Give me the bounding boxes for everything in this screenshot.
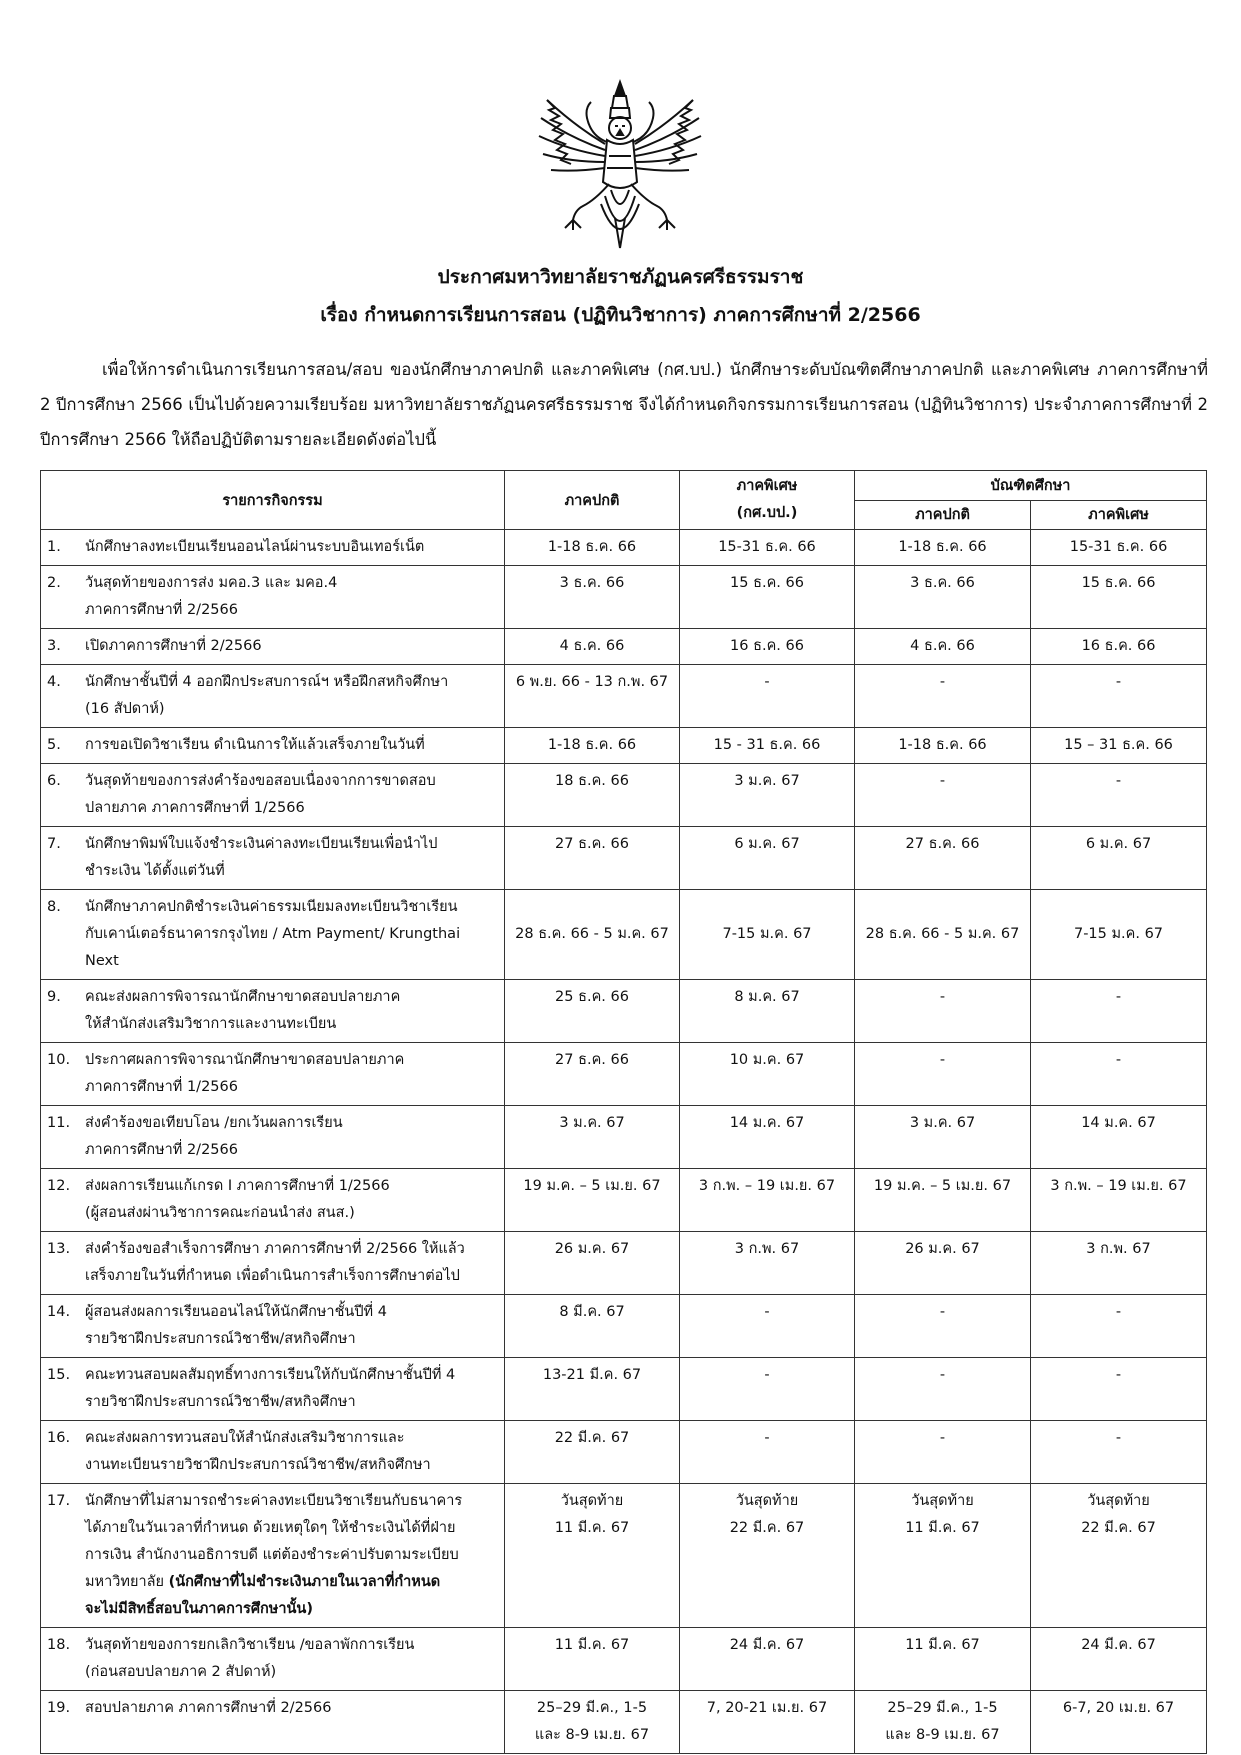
date-value: - bbox=[1115, 674, 1122, 690]
activity-cell bbox=[41, 1232, 505, 1295]
date-cell-grad-regular bbox=[855, 1232, 1031, 1295]
date-cell-grad-regular bbox=[855, 1169, 1031, 1232]
date-cell-special bbox=[680, 1106, 855, 1169]
date-cell-grad-regular bbox=[855, 827, 1031, 890]
date-cell-grad-special bbox=[1031, 1043, 1207, 1106]
activity-line: นักศึกษาภาคปกติชำระเงินค่าธรรมเนียมลงทะเบียนวิชาเรียน bbox=[85, 899, 458, 915]
row-number: 9. bbox=[47, 989, 61, 1005]
date-value: 6-7, 20 เม.ย. 67 bbox=[1062, 1700, 1175, 1716]
date-value: วันสุดท้าย bbox=[1087, 1493, 1150, 1509]
activity-line: รายวิชาฝึกประสบการณ์วิชาชีพ/สหกิจศึกษา bbox=[85, 1394, 356, 1410]
date-value: - bbox=[939, 1052, 946, 1068]
date-cell-special bbox=[680, 890, 855, 980]
table-row bbox=[41, 764, 1207, 827]
date-cell-special bbox=[680, 764, 855, 827]
date-cell-grad-special bbox=[1031, 827, 1207, 890]
date-value: - bbox=[1115, 1304, 1122, 1320]
date-cell-regular bbox=[505, 566, 680, 629]
row-number: 4. bbox=[47, 674, 61, 690]
activity-cell bbox=[41, 1295, 505, 1358]
activity-text bbox=[85, 894, 498, 975]
date-value: 7-15 ม.ค. 67 bbox=[722, 926, 812, 942]
date-cell-special bbox=[680, 827, 855, 890]
activity-cell bbox=[41, 1169, 505, 1232]
table-row bbox=[41, 827, 1207, 890]
activity-line: ได้ภายในวันเวลาที่กำหนด ด้วยเหตุใดๆ ให้ชำระเงินได้ที่ฝ่าย bbox=[85, 1520, 456, 1536]
activity-line: มหาวิทยาลัย (นักศึกษาที่ไม่ชำระเงินภายในเวลาที่กำหนด bbox=[85, 1574, 441, 1590]
date-value: 15 ธ.ค. 66 bbox=[1081, 575, 1156, 591]
date-cell-grad-regular bbox=[855, 764, 1031, 827]
date-cell-special bbox=[680, 1421, 855, 1484]
date-cell-grad-regular bbox=[855, 530, 1031, 566]
activity-line: (ผู้สอนส่งผ่านวิชาการคณะก่อนนำส่ง สนส.) bbox=[85, 1205, 355, 1221]
date-cell-grad-special bbox=[1031, 728, 1207, 764]
header-grad-regular: ภาคปกติ bbox=[855, 500, 1031, 530]
date-cell-grad-special bbox=[1031, 665, 1207, 728]
date-value: 11 มี.ค. 67 bbox=[554, 1637, 630, 1653]
date-cell-grad-special bbox=[1031, 1106, 1207, 1169]
activity-cell bbox=[41, 827, 505, 890]
activity-cell bbox=[41, 1421, 505, 1484]
date-cell-special bbox=[680, 1295, 855, 1358]
date-value: 3 ก.พ. 67 bbox=[734, 1241, 800, 1257]
table-row bbox=[41, 1484, 1207, 1628]
date-cell-regular bbox=[505, 764, 680, 827]
announcement-subject: เรื่อง กำหนดการเรียนการสอน (ปฏิทินวิชาการ) ภาคการศึกษาที่ 2/2566 bbox=[320, 304, 921, 326]
date-value bbox=[511, 894, 673, 921]
date-value: 7, 20-21 เม.ย. 67 bbox=[706, 1700, 828, 1716]
activity-text bbox=[85, 570, 498, 624]
activity-cell bbox=[41, 764, 505, 827]
activity-line: เสร็จภายในวันที่กำหนด เพื่อดำเนินการสำเร็จการศึกษาต่อไป bbox=[85, 1268, 460, 1284]
date-cell-grad-special bbox=[1031, 1295, 1207, 1358]
date-value: 27 ธ.ค. 66 bbox=[555, 1052, 629, 1068]
date-cell-grad-regular bbox=[855, 665, 1031, 728]
activity-text bbox=[85, 732, 498, 759]
activity-text bbox=[85, 1425, 498, 1479]
date-cell-grad-regular bbox=[855, 890, 1031, 980]
table-row bbox=[41, 1106, 1207, 1169]
activity-line: ชำระเงิน ได้ตั้งแต่วันที่ bbox=[85, 863, 225, 879]
date-value: 22 มี.ค. 67 bbox=[1081, 1520, 1156, 1536]
row-number: 11. bbox=[47, 1115, 71, 1131]
date-cell-grad-special bbox=[1031, 629, 1207, 665]
date-value: - bbox=[764, 1367, 770, 1383]
date-cell-regular bbox=[505, 890, 680, 980]
table-row bbox=[41, 1628, 1207, 1691]
date-value: 27 ธ.ค. 66 bbox=[555, 836, 629, 852]
date-cell-special bbox=[680, 728, 855, 764]
table-row bbox=[41, 566, 1207, 629]
date-value: 11 มี.ค. 67 bbox=[905, 1520, 980, 1536]
table-row bbox=[41, 1421, 1207, 1484]
date-value: 27 ธ.ค. 66 bbox=[905, 836, 980, 852]
row-number: 2. bbox=[47, 575, 61, 591]
date-cell-grad-regular bbox=[855, 1628, 1031, 1691]
date-value: 6 ม.ค. 67 bbox=[734, 836, 800, 852]
date-value: 6 ม.ค. 67 bbox=[1085, 836, 1152, 852]
date-value: 8 ม.ค. 67 bbox=[734, 989, 800, 1005]
date-value: 4 ธ.ค. 66 bbox=[559, 638, 625, 654]
date-value: - bbox=[939, 989, 946, 1005]
date-value: วันสุดท้าย bbox=[735, 1493, 799, 1509]
row-number: 19. bbox=[47, 1700, 71, 1716]
date-value: - bbox=[764, 1304, 770, 1320]
date-cell-grad-special bbox=[1031, 1691, 1207, 1754]
activity-line: วันสุดท้ายของการยกเลิกวิชาเรียน /ขอลาพักการเรียน bbox=[85, 1637, 415, 1653]
activity-cell bbox=[41, 1628, 505, 1691]
activity-cell bbox=[41, 1043, 505, 1106]
date-cell-regular bbox=[505, 1628, 680, 1691]
date-value: 3 ก.พ. – 19 เม.ย. 67 bbox=[698, 1178, 836, 1194]
date-value: 18 ธ.ค. 66 bbox=[555, 773, 629, 789]
date-value: 3 ม.ค. 67 bbox=[559, 1115, 625, 1131]
activity-text bbox=[85, 633, 498, 660]
table-row bbox=[41, 1232, 1207, 1295]
activity-line: นักศึกษาพิมพ์ใบแจ้งชำระเงินค่าลงทะเบียนเรียนเพื่อนำไป bbox=[85, 836, 438, 852]
activity-line: รายวิชาฝึกประสบการณ์วิชาชีพ/สหกิจศึกษา bbox=[85, 1331, 356, 1347]
date-cell-grad-regular bbox=[855, 1295, 1031, 1358]
date-value: - bbox=[939, 674, 946, 690]
table-row bbox=[41, 728, 1207, 764]
date-cell-regular bbox=[505, 1232, 680, 1295]
date-cell-regular bbox=[505, 530, 680, 566]
date-value: 1-18 ธ.ค. 66 bbox=[547, 737, 637, 753]
date-value: 22 มี.ค. 67 bbox=[729, 1520, 805, 1536]
activity-line: ให้สำนักส่งเสริมวิชาการและงานทะเบียน bbox=[85, 1016, 337, 1032]
date-cell-grad-special bbox=[1031, 980, 1207, 1043]
date-value: 25 ธ.ค. 66 bbox=[555, 989, 629, 1005]
activity-text bbox=[85, 669, 498, 723]
activity-cell bbox=[41, 980, 505, 1043]
activity-line: คณะส่งผลการพิจารณานักศึกษาขาดสอบปลายภาค bbox=[85, 989, 401, 1005]
table-row bbox=[41, 1295, 1207, 1358]
activity-text bbox=[85, 1695, 498, 1722]
date-value: 11 มี.ค. 67 bbox=[554, 1520, 630, 1536]
header-activity: รายการกิจกรรม bbox=[41, 471, 505, 530]
activity-cell bbox=[41, 530, 505, 566]
activity-text bbox=[85, 984, 498, 1038]
date-value: 8 มี.ค. 67 bbox=[559, 1304, 625, 1320]
table-row bbox=[41, 890, 1207, 980]
activity-line: สอบปลายภาค ภาคการศึกษาที่ 2/2566 bbox=[85, 1700, 332, 1716]
date-cell-grad-special bbox=[1031, 1421, 1207, 1484]
table-row bbox=[41, 665, 1207, 728]
activity-line: ประกาศผลการพิจารณานักศึกษาขาดสอบปลายภาค bbox=[85, 1052, 405, 1068]
date-cell-grad-regular bbox=[855, 728, 1031, 764]
header-graduate: บัณฑิตศึกษา bbox=[855, 471, 1207, 501]
date-cell-regular bbox=[505, 665, 680, 728]
date-value: 1-18 ธ.ค. 66 bbox=[898, 737, 987, 753]
activity-cell bbox=[41, 665, 505, 728]
date-cell-grad-special bbox=[1031, 566, 1207, 629]
row-number: 7. bbox=[47, 836, 61, 852]
date-value bbox=[1037, 894, 1200, 921]
date-cell-grad-special bbox=[1031, 1232, 1207, 1295]
date-value: 15-31 ธ.ค. 66 bbox=[1069, 539, 1168, 555]
date-cell-special bbox=[680, 1484, 855, 1628]
activity-line: คณะส่งผลการทวนสอบให้สำนักส่งเสริมวิชาการและ bbox=[85, 1430, 405, 1446]
activity-cell bbox=[41, 566, 505, 629]
table-body bbox=[41, 530, 1207, 1754]
date-value: - bbox=[939, 1430, 946, 1446]
activity-text bbox=[85, 1047, 498, 1101]
date-cell-grad-regular bbox=[855, 1043, 1031, 1106]
date-cell-regular bbox=[505, 1043, 680, 1106]
date-value: - bbox=[1115, 1430, 1122, 1446]
intro-paragraph bbox=[40, 352, 1208, 457]
date-cell-regular bbox=[505, 1106, 680, 1169]
row-number: 16. bbox=[47, 1430, 71, 1446]
date-value: - bbox=[939, 773, 946, 789]
activity-text bbox=[85, 768, 498, 822]
activity-text bbox=[85, 1110, 498, 1164]
row-number: 15. bbox=[47, 1367, 71, 1383]
date-value: 16 ธ.ค. 66 bbox=[730, 638, 804, 654]
activity-line: นักศึกษาชั้นปีที่ 4 ออกฝึกประสบการณ์ฯ หรือฝึกสหกิจศึกษา bbox=[85, 674, 449, 690]
table-row bbox=[41, 1691, 1207, 1754]
date-value: 3 ม.ค. 67 bbox=[734, 773, 800, 789]
date-value: 3 ม.ค. 67 bbox=[909, 1115, 976, 1131]
date-value: - bbox=[764, 1430, 770, 1446]
date-value: 10 ม.ค. 67 bbox=[729, 1052, 805, 1068]
date-value: 15 – 31 ธ.ค. 66 bbox=[1064, 737, 1173, 753]
activity-line: (ก่อนสอบปลายภาค 2 สัปดาห์) bbox=[85, 1664, 277, 1680]
date-cell-special bbox=[680, 1043, 855, 1106]
table-row bbox=[41, 1043, 1207, 1106]
date-value: และ 8-9 เม.ย. 67 bbox=[885, 1727, 1000, 1743]
date-value: 1-18 ธ.ค. 66 bbox=[898, 539, 987, 555]
date-cell-regular bbox=[505, 1169, 680, 1232]
activity-line: การขอเปิดวิชาเรียน ดำเนินการให้แล้วเสร็จภายในวันที่ bbox=[85, 737, 425, 753]
garuda-emblem-icon bbox=[535, 78, 705, 253]
activity-line: ภาคการศึกษาที่ 1/2566 bbox=[85, 1079, 238, 1095]
row-number: 14. bbox=[47, 1304, 71, 1320]
activity-line: ส่งคำร้องขอสำเร็จการศึกษา ภาคการศึกษาที่ 2/2566 ให้แล้ว bbox=[85, 1241, 465, 1257]
date-cell-grad-special bbox=[1031, 1628, 1207, 1691]
date-cell-grad-regular bbox=[855, 566, 1031, 629]
activity-line: เปิดภาคการศึกษาที่ 2/2566 bbox=[85, 638, 262, 654]
activity-line: จะไม่มีสิทธิ์สอบในภาคการศึกษานั้น) bbox=[85, 1601, 313, 1617]
table-row bbox=[41, 629, 1207, 665]
date-value: 15-31 ธ.ค. 66 bbox=[718, 539, 816, 555]
activity-cell bbox=[41, 728, 505, 764]
date-cell-regular bbox=[505, 1691, 680, 1754]
date-cell-grad-special bbox=[1031, 1358, 1207, 1421]
date-value: และ 8-9 เม.ย. 67 bbox=[534, 1727, 650, 1743]
date-value: 3 ก.พ. 67 bbox=[1086, 1241, 1151, 1257]
date-cell-special bbox=[680, 530, 855, 566]
row-number: 1. bbox=[47, 539, 61, 555]
date-value: 26 ม.ค. 67 bbox=[905, 1241, 980, 1257]
date-cell-grad-regular bbox=[855, 980, 1031, 1043]
date-value: 15 - 31 ธ.ค. 66 bbox=[713, 737, 821, 753]
header-grad-special: ภาคพิเศษ bbox=[1031, 500, 1207, 530]
date-value: 19 ม.ค. – 5 เม.ย. 67 bbox=[873, 1178, 1012, 1194]
date-value: 16 ธ.ค. 66 bbox=[1081, 638, 1156, 654]
date-value: วันสุดท้าย bbox=[911, 1493, 974, 1509]
date-value: 4 ธ.ค. 66 bbox=[910, 638, 975, 654]
date-value: 7-15 ม.ค. 67 bbox=[1073, 926, 1164, 942]
date-cell-regular bbox=[505, 980, 680, 1043]
row-number: 3. bbox=[47, 638, 61, 654]
activity-line: ภาคการศึกษาที่ 2/2566 bbox=[85, 1142, 238, 1158]
activity-line: คณะทวนสอบผลสัมฤทธิ์ทางการเรียนให้กับนักศึกษาชั้นปีที่ 4 bbox=[85, 1367, 456, 1383]
date-value: 25–29 มี.ค., 1-5 bbox=[536, 1700, 648, 1716]
date-value: 3 ก.พ. – 19 เม.ย. 67 bbox=[1050, 1178, 1187, 1194]
academic-calendar-table bbox=[40, 470, 1207, 1754]
activity-line: ส่งคำร้องขอเทียบโอน /ยกเว้นผลการเรียน bbox=[85, 1115, 343, 1131]
row-number: 5. bbox=[47, 737, 61, 753]
date-cell-grad-special bbox=[1031, 530, 1207, 566]
table-row bbox=[41, 1169, 1207, 1232]
activity-text bbox=[85, 1299, 498, 1353]
activity-cell bbox=[41, 629, 505, 665]
date-cell-grad-special bbox=[1031, 890, 1207, 980]
header-regular: ภาคปกติ bbox=[505, 471, 680, 530]
table-header-row bbox=[41, 471, 1207, 501]
activity-line: ส่งผลการเรียนแก้เกรด I ภาคการศึกษาที่ 1/2566 bbox=[85, 1178, 390, 1194]
date-value: 24 มี.ค. 67 bbox=[1081, 1637, 1156, 1653]
table-row bbox=[41, 980, 1207, 1043]
activity-line: ปลายภาค ภาคการศึกษาที่ 1/2566 bbox=[85, 800, 305, 816]
row-number: 13. bbox=[47, 1241, 71, 1257]
row-number: 10. bbox=[47, 1052, 71, 1068]
date-cell-special bbox=[680, 1169, 855, 1232]
date-cell-regular bbox=[505, 827, 680, 890]
date-cell-special bbox=[680, 980, 855, 1043]
date-cell-special bbox=[680, 629, 855, 665]
date-value: วันสุดท้าย bbox=[560, 1493, 624, 1509]
date-cell-grad-special bbox=[1031, 1169, 1207, 1232]
table-row bbox=[41, 1358, 1207, 1421]
date-cell-grad-regular bbox=[855, 1691, 1031, 1754]
date-cell-grad-regular bbox=[855, 1421, 1031, 1484]
date-value: 14 ม.ค. 67 bbox=[729, 1115, 805, 1131]
activity-line: การเงิน สำนักงานอธิการบดี แต่ต้องชำระค่าปรับตามระเบียบ bbox=[85, 1547, 459, 1563]
date-value: 3 ธ.ค. 66 bbox=[559, 575, 625, 591]
date-value: 24 มี.ค. 67 bbox=[729, 1637, 805, 1653]
date-value: 26 ม.ค. 67 bbox=[554, 1241, 630, 1257]
date-cell-regular bbox=[505, 629, 680, 665]
date-value: - bbox=[939, 1367, 946, 1383]
date-value: 25–29 มี.ค., 1-5 bbox=[887, 1700, 998, 1716]
activity-line: วันสุดท้ายของการส่ง มคอ.3 และ มคอ.4 bbox=[85, 575, 338, 591]
activity-line: นักศึกษาลงทะเบียนเรียนออนไลน์ผ่านระบบอินเทอร์เน็ต bbox=[85, 539, 425, 555]
date-cell-regular bbox=[505, 1358, 680, 1421]
date-value: 19 ม.ค. – 5 เม.ย. 67 bbox=[523, 1178, 661, 1194]
date-cell-special bbox=[680, 1628, 855, 1691]
activity-text bbox=[85, 1362, 498, 1416]
date-value: - bbox=[939, 1304, 946, 1320]
activity-line: นักศึกษาที่ไม่สามารถชำระค่าลงทะเบียนวิชาเรียนกับธนาคาร bbox=[85, 1493, 463, 1509]
intro-text: เพื่อให้การดำเนินการเรียนการสอน/สอบ ของนักศึกษาภาคปกติ และภาคพิเศษ (กศ.บป.) นักศึกษาระดับบัณฑิตศึกษาภาคปกติ และภาคพิเศษ ภาคการศึกษาที่ 2 ปีการศึกษา 2566 เป็นไปด้วยความเรียบร้อย มหาวิทยาลัยราชภัฏนครศรีธรรมราช จึงได้กำหนดกิจกรรมการเรียนการสอน (ปฏิทินวิชาการ) ประจำภาคการศึกษาที่ 2 ปีการศึกษา 2566 ให้ถือปฏิบัติตามรายละเอียดดังต่อไปนี้ bbox=[40, 360, 1208, 449]
activity-line: งานทะเบียนรายวิชาฝึกประสบการณ์วิชาชีพ/สหกิจศึกษา bbox=[85, 1457, 431, 1473]
date-value: - bbox=[1115, 773, 1122, 789]
date-value: 15 ธ.ค. 66 bbox=[730, 575, 804, 591]
activity-text bbox=[85, 831, 498, 885]
date-cell-grad-special bbox=[1031, 1484, 1207, 1628]
date-value: - bbox=[764, 674, 770, 690]
date-value: - bbox=[1115, 1367, 1122, 1383]
activity-cell bbox=[41, 890, 505, 980]
date-value bbox=[861, 894, 1024, 921]
row-number: 18. bbox=[47, 1637, 71, 1653]
header-special: ภาคพิเศษ (กศ.บป.) bbox=[680, 471, 855, 530]
date-cell-grad-regular bbox=[855, 1106, 1031, 1169]
activity-text bbox=[85, 1236, 498, 1290]
activity-text bbox=[85, 1173, 498, 1227]
date-value: 1-18 ธ.ค. 66 bbox=[547, 539, 637, 555]
table-row bbox=[41, 530, 1207, 566]
row-number: 8. bbox=[47, 899, 61, 915]
date-cell-grad-regular bbox=[855, 1484, 1031, 1628]
date-cell-grad-regular bbox=[855, 1358, 1031, 1421]
date-value: 28 ธ.ค. 66 - 5 ม.ค. 67 bbox=[865, 926, 1020, 942]
date-value: - bbox=[1115, 989, 1122, 1005]
date-value bbox=[686, 894, 848, 921]
date-cell-grad-special bbox=[1031, 764, 1207, 827]
date-value: 13-21 มี.ค. 67 bbox=[542, 1367, 642, 1383]
date-value: 22 มี.ค. 67 bbox=[554, 1430, 630, 1446]
activity-line: ภาคการศึกษาที่ 2/2566 bbox=[85, 602, 238, 618]
activity-text bbox=[85, 1632, 498, 1686]
date-cell-regular bbox=[505, 1295, 680, 1358]
activity-line: วันสุดท้ายของการส่งคำร้องขอสอบเนื่องจากการขาดสอบ bbox=[85, 773, 436, 789]
activity-cell bbox=[41, 1358, 505, 1421]
activity-cell bbox=[41, 1691, 505, 1754]
date-value: 14 ม.ค. 67 bbox=[1081, 1115, 1156, 1131]
activity-text bbox=[85, 534, 498, 561]
date-cell-special bbox=[680, 1691, 855, 1754]
activity-text bbox=[85, 1488, 498, 1623]
date-value: 28 ธ.ค. 66 - 5 ม.ค. 67 bbox=[515, 926, 669, 942]
activity-cell bbox=[41, 1106, 505, 1169]
activity-line: กับเคาน์เตอร์ธนาคารกรุงไทย / Atm Payment/ Krungthai Next bbox=[85, 926, 461, 969]
activity-line: (16 สัปดาห์) bbox=[85, 701, 165, 717]
date-cell-regular bbox=[505, 728, 680, 764]
date-cell-regular bbox=[505, 1484, 680, 1628]
date-value: 6 พ.ย. 66 - 13 ก.พ. 67 bbox=[515, 674, 669, 690]
row-number: 6. bbox=[47, 773, 61, 789]
announcement-title: ประกาศมหาวิทยาลัยราชภัฏนครศรีธรรมราช bbox=[437, 266, 804, 288]
date-cell-special bbox=[680, 1232, 855, 1295]
date-cell-regular bbox=[505, 1421, 680, 1484]
row-number: 17. bbox=[47, 1493, 71, 1509]
date-value: 3 ธ.ค. 66 bbox=[910, 575, 975, 591]
row-number: 12. bbox=[47, 1178, 71, 1194]
date-cell-special bbox=[680, 566, 855, 629]
date-cell-special bbox=[680, 1358, 855, 1421]
date-value: - bbox=[1115, 1052, 1122, 1068]
date-value: 11 มี.ค. 67 bbox=[905, 1637, 980, 1653]
activity-cell bbox=[41, 1484, 505, 1628]
activity-line: ผู้สอนส่งผลการเรียนออนไลน์ให้นักศึกษาชั้นปีที่ 4 bbox=[85, 1304, 387, 1320]
date-cell-special bbox=[680, 665, 855, 728]
date-cell-grad-regular bbox=[855, 629, 1031, 665]
